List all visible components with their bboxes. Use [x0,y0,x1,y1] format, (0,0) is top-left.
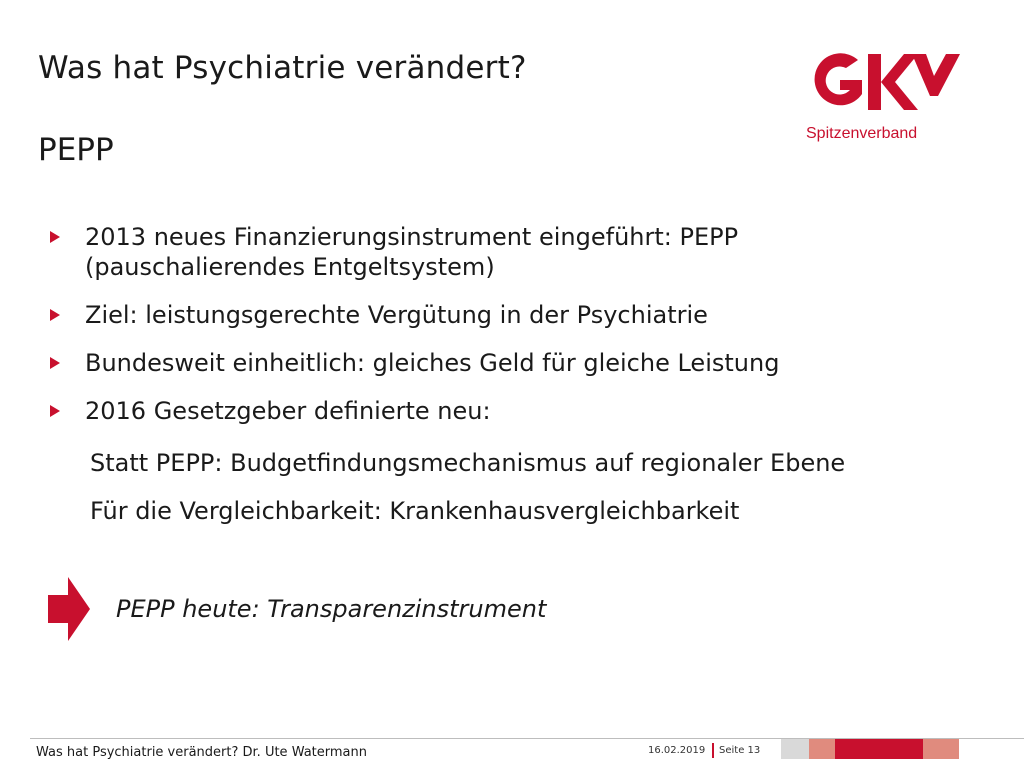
slide-title: Was hat Psychiatrie verändert? [38,50,527,86]
footer-bar [809,739,835,759]
triangle-bullet-icon [50,405,60,417]
conclusion-text: PEPP heute: Transparenzinstrument [116,595,547,623]
triangle-bullet-icon [50,357,60,369]
footer-color-bars [781,739,959,759]
footer-date: 16.02.2019 [648,745,706,756]
arrow-right-icon [48,577,90,641]
bullet-list [50,222,990,444]
triangle-bullet-icon [50,309,60,321]
triangle-bullet-icon [50,231,60,243]
gkv-logo-mark [800,46,960,146]
footer-page-number: Seite 13 [719,745,761,756]
logo-text: Spitzenverband [806,125,918,142]
sub-line: Statt PEPP: Budgetfindungsmechanismus auf regionaler Ebene [90,449,846,477]
bullet-item [50,396,990,426]
bullet-text: Ziel: leistungsgerechte Vergütung in der Psychiatrie [85,301,708,329]
gkv-logo [800,46,960,146]
footer-caption: Was hat Psychiatrie verändert? Dr. Ute Watermann [36,745,367,760]
bullet-text: 2016 Gesetzgeber definierte neu: [85,397,491,425]
footer-separator [712,743,714,758]
slide-subtitle: PEPP [38,132,114,168]
bullet-text: Bundesweit einheitlich: gleiches Geld für gleiche Leistung [85,349,780,377]
sub-line: Für die Vergleichbarkeit: Krankenhausvergleichbarkeit [90,497,740,525]
bullet-item [50,348,990,378]
footer-bar [835,739,923,759]
bullet-item [50,300,990,330]
footer-bar [781,739,809,759]
bullet-item [50,222,990,282]
bullet-text: 2013 neues Finanzierungsinstrument eingeführt: PEPP (pauschalierendes Entgeltsystem) [85,223,739,281]
footer-bar [923,739,959,759]
